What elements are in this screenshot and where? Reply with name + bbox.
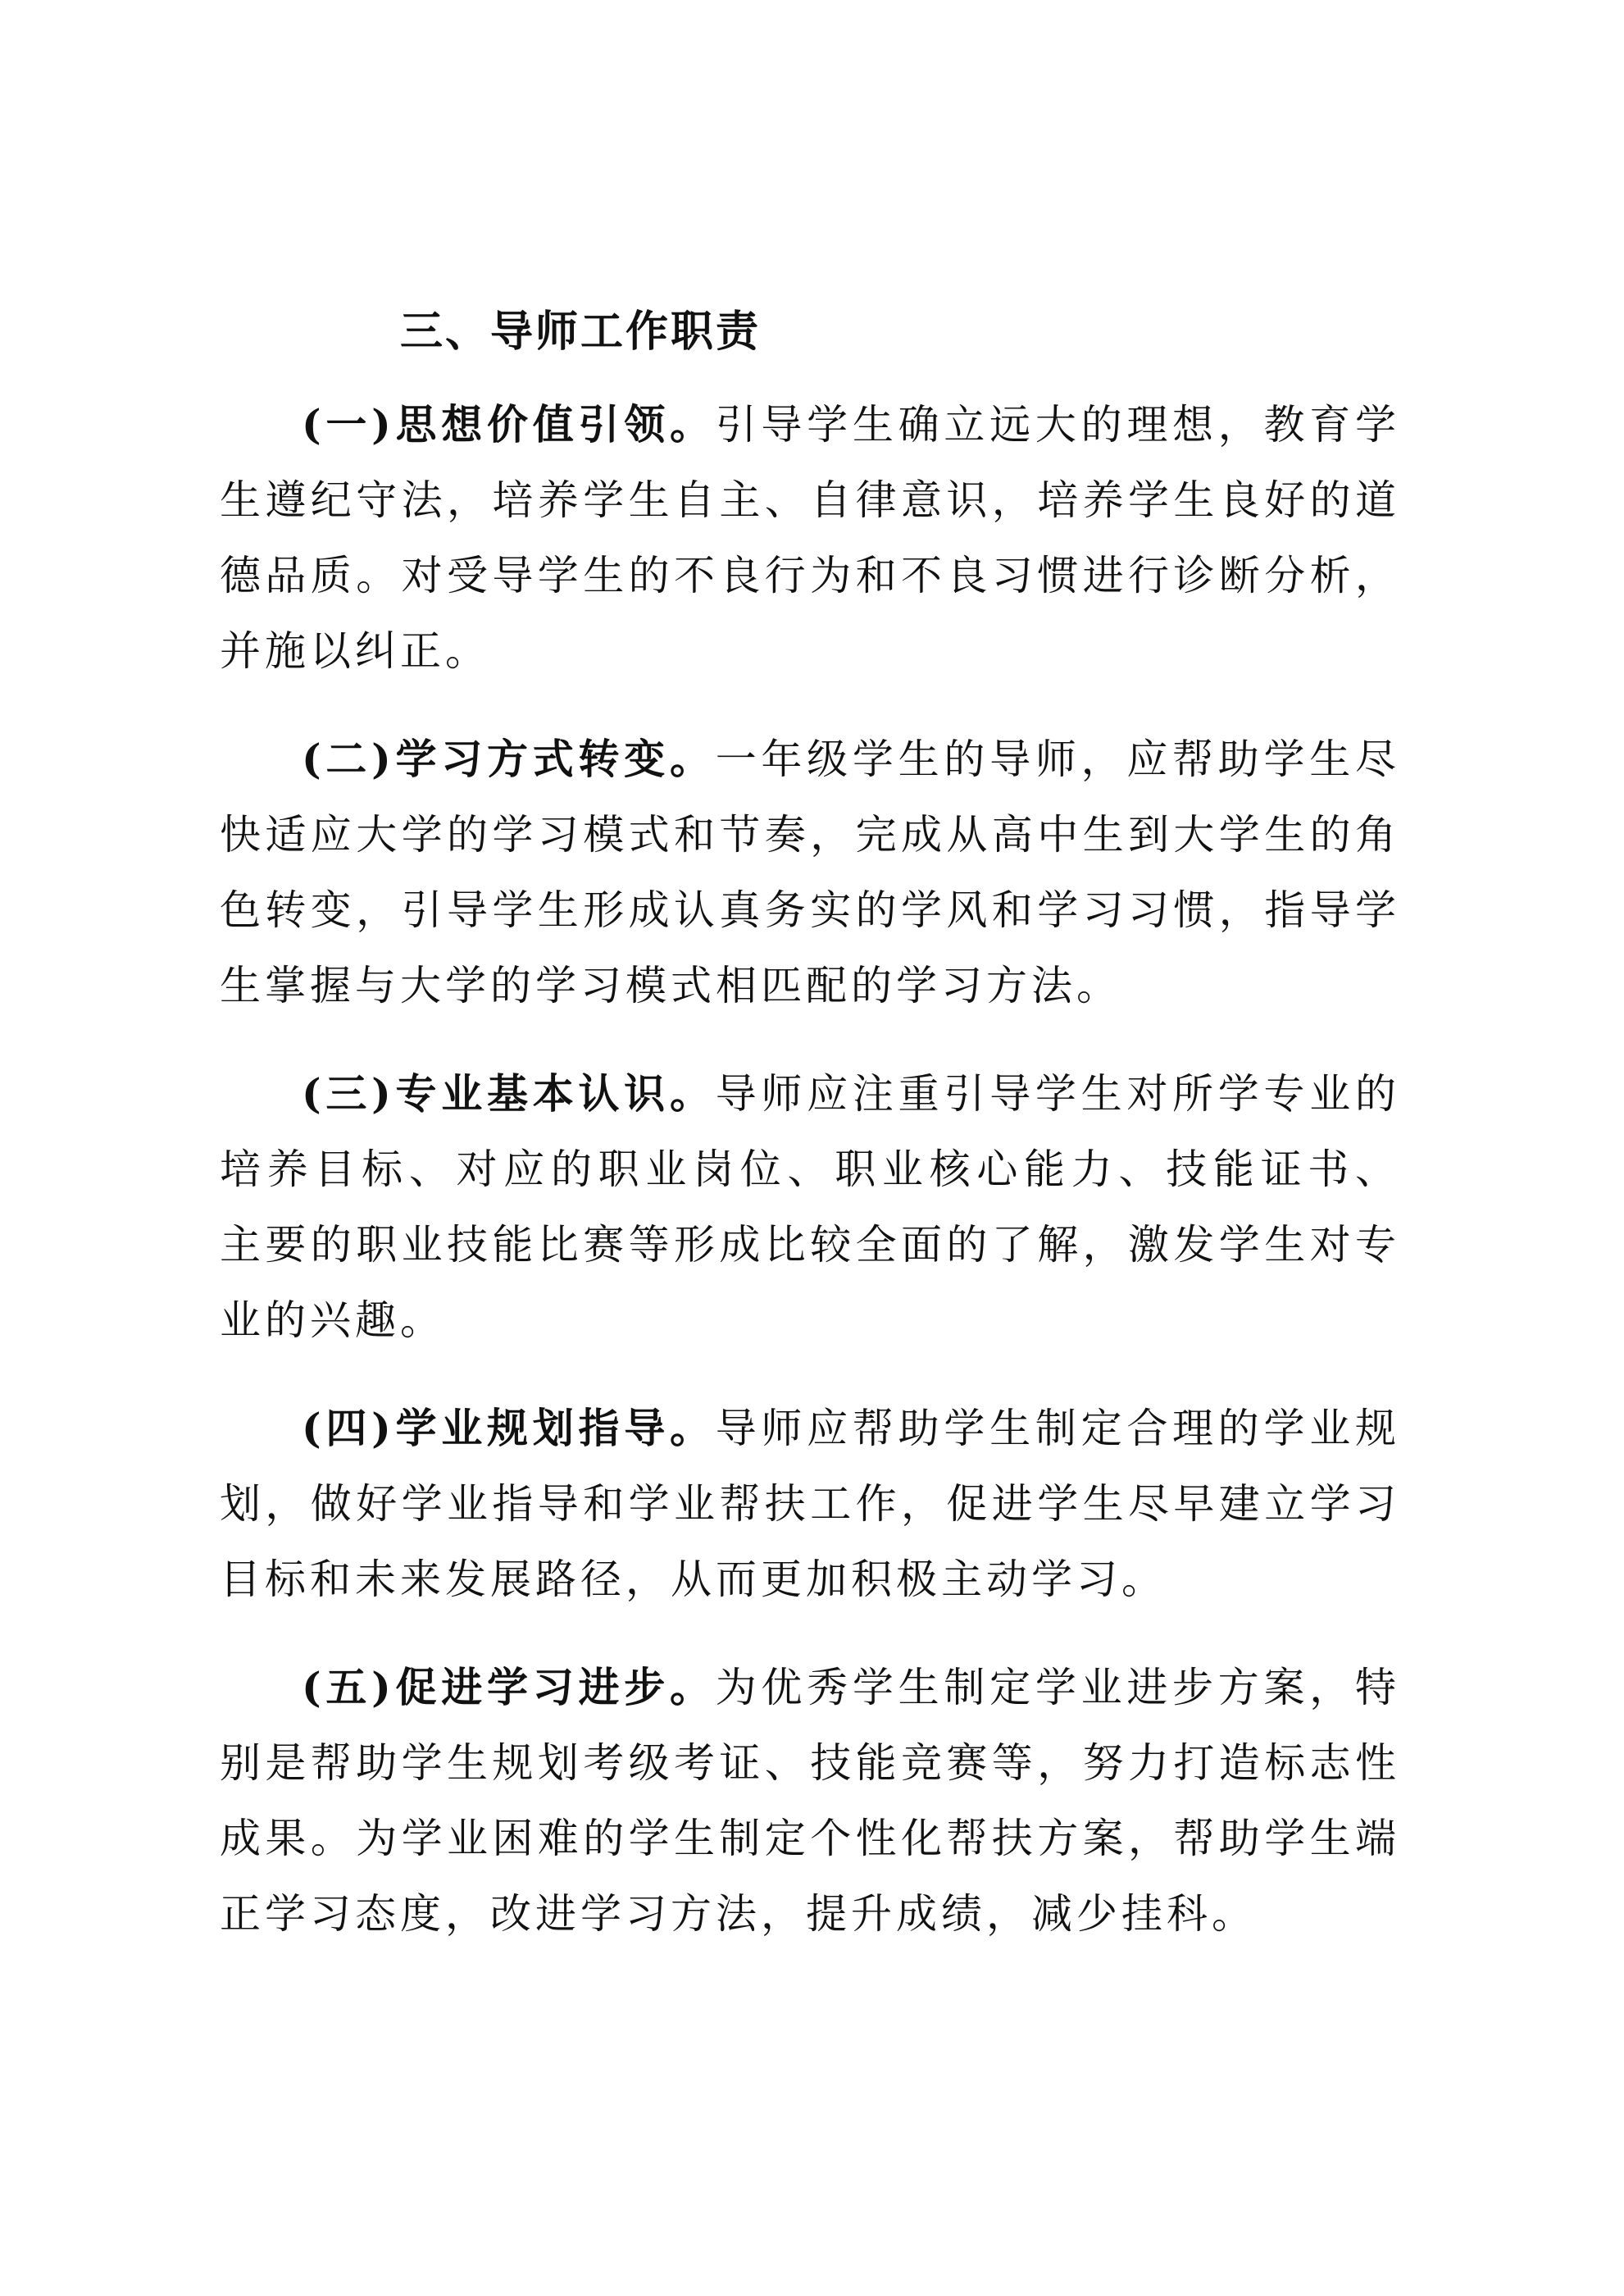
section-heading: 三、导师工作职责 <box>400 308 762 357</box>
paragraph-3 <box>220 1056 1400 1358</box>
paragraph-1 <box>220 387 1400 689</box>
paragraph-5-body: 为优秀学生制定学业进步方案，特别是帮助学生规划考级考证、技能竞赛等，努力打造标志性成果。为学业困难的学生制定个性化帮扶方案，帮助学生端正学习态度，改进学习方法，提升成绩，减少挂科。 <box>220 1664 1400 1938</box>
paragraph-5-title: (五)促进学习进步。 <box>302 1663 716 1711</box>
paragraph-4-title: (四)学业规划指导。 <box>302 1404 716 1452</box>
paragraph-1-title: (一)思想价值引领。 <box>302 400 716 449</box>
paragraph-4 <box>220 1391 1400 1617</box>
document-page <box>220 287 1400 1984</box>
paragraph-2 <box>220 722 1400 1023</box>
paragraph-3-body: 导师应注重引导学生对所学专业的培养目标、对应的职业岗位、职业核心能力、技能证书、 主要的职业技能比赛等形成比较全面的了解，激发学生对专业的兴趣。 <box>220 1070 1400 1344</box>
paragraph-3-title: (三)专业基本认识。 <box>302 1069 716 1118</box>
paragraph-1-body: 引导学生确立远大的理想，教育学生遵纪守法，培养学生自主、自律意识，培养学生良好的道德品质。对受导学生的不良行为和不良习惯进行诊断分析，并施以纠正。 <box>220 401 1400 675</box>
paragraph-4-body: 导师应帮助学生制定合理的学业规划，做好学业指导和学业帮扶工作，促进学生尽早建立学习目标和未来发展路径，从而更加积极主动学习。 <box>220 1405 1400 1603</box>
paragraph-2-title: (二)学习方式转变。 <box>302 735 716 783</box>
paragraph-2-body: 一年级学生的导师，应帮助学生尽快适应大学的学习模式和节奏，完成从高中生到大学生的角色转变，引导学生形成认真务实的学风和学习习惯，指导学生掌握与大学的学习模式相匹配的学习方法。 <box>220 736 1400 1009</box>
paragraph-5 <box>220 1650 1400 1952</box>
